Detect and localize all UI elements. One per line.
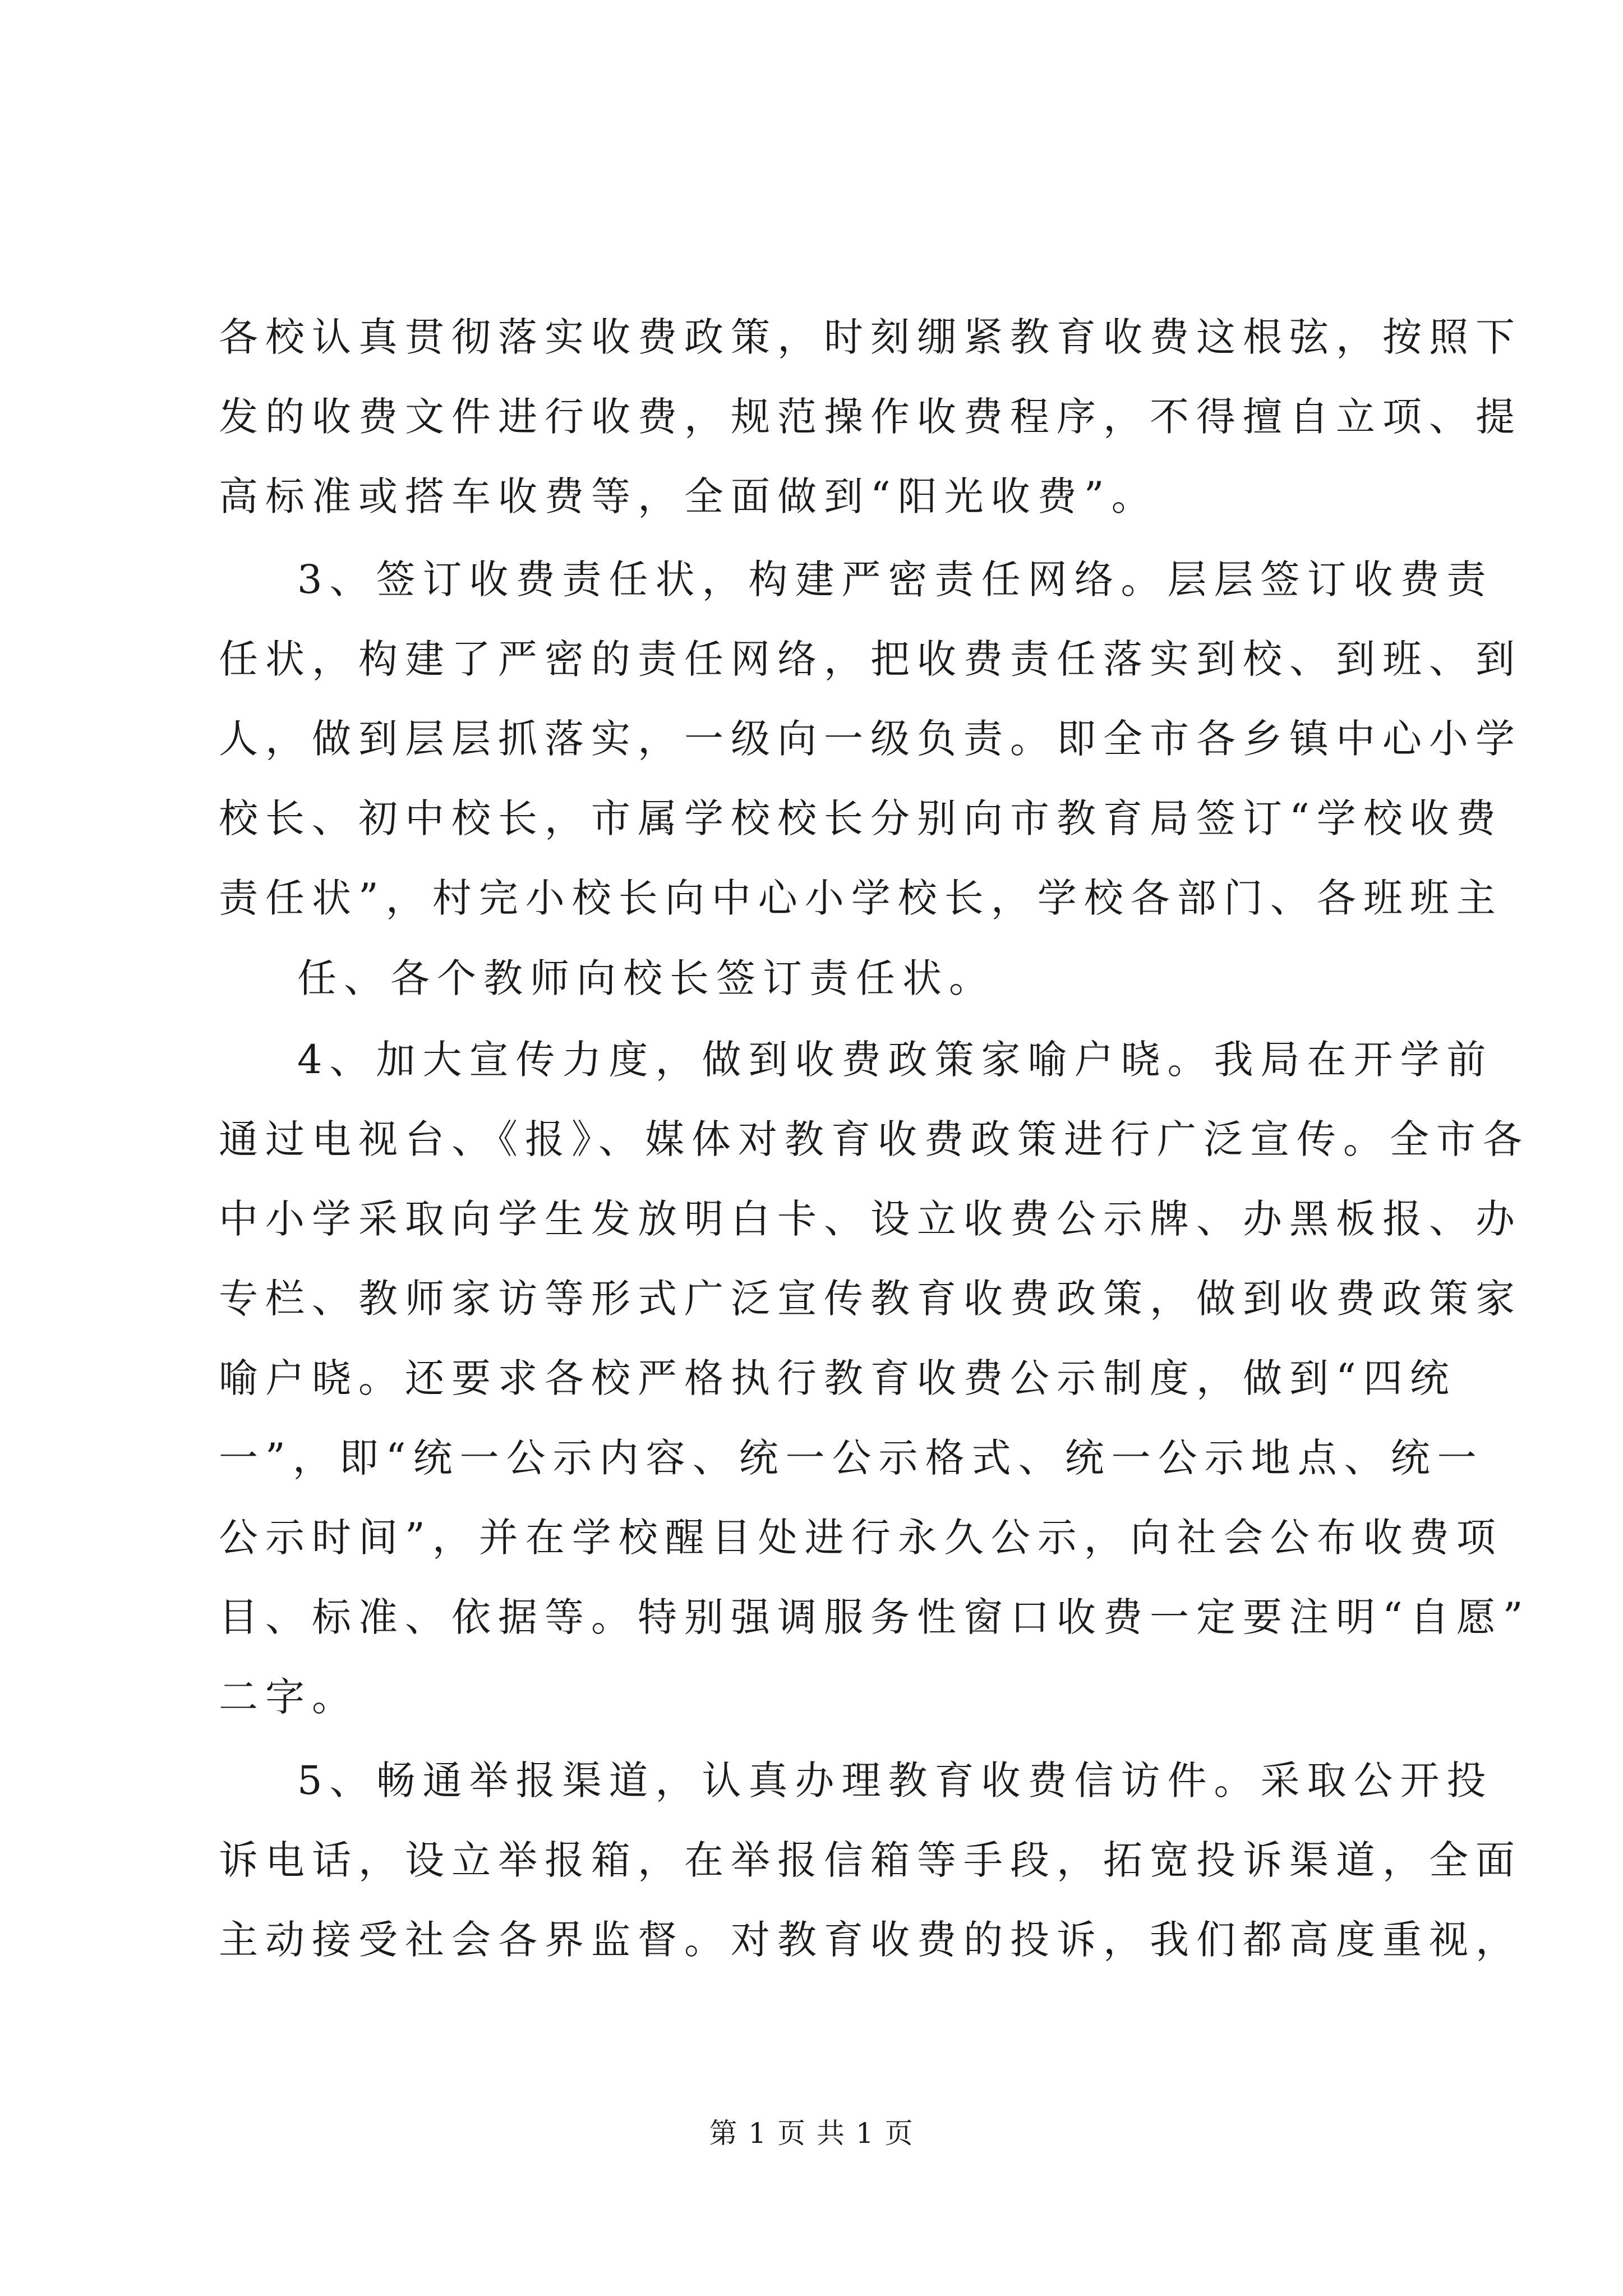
body-text-line: 任状，构建了严密的责任网络，把收费责任落实到校、到班、到 (219, 636, 1522, 682)
body-text-line: 喻户晓。还要求各校严格执行教育收费公示制度，做到“四统 (219, 1355, 1456, 1401)
body-text-line: 责任状”，村完小校长向中心小学校长，学校各部门、各班班主 (219, 875, 1503, 921)
body-text-line: 各校认真贯彻落实收费政策，时刻绷紧教育收费这根弦，按照下 (219, 314, 1522, 360)
body-text-line: 发的收费文件进行收费，规范操作收费程序，不得擅自立项、提 (219, 394, 1522, 440)
page-number-footer: 第 1 页 共 1 页 (709, 2117, 914, 2150)
paragraph-heading-line: 4、加大宣传力度，做到收费政策家喻户晓。我局在开学前 (297, 1037, 1493, 1083)
body-text-line: 任、各个教师向校长签订责任状。 (297, 955, 995, 1001)
paragraph-heading-line: 5、畅通举报渠道，认真办理教育收费信访件。采取公开投 (297, 1757, 1493, 1803)
paragraph-heading-line: 3、签订收费责任状，构建严密责任网络。层层签订收费责 (297, 556, 1493, 602)
body-text-line: 专栏、教师家访等形式广泛宣传教育收费政策，做到收费政策家 (219, 1276, 1522, 1322)
body-text-line: 一”，即“统一公示内容、统一公示格式、统一公示地点、统一 (219, 1435, 1484, 1481)
body-text-line: 诉电话，设立举报箱，在举报信箱等手段，拓宽投诉渠道，全面 (219, 1837, 1522, 1883)
body-text-line: 中小学采取向学生发放明白卡、设立收费公示牌、办黑板报、办 (219, 1196, 1522, 1242)
body-text-line: 二字。 (219, 1674, 358, 1720)
body-text-line: 主动接受社会各界监督。对教育收费的投诉，我们都高度重视， (219, 1917, 1522, 1963)
body-text-line: 公示时间”，并在学校醒目处进行永久公示，向社会公布收费项 (219, 1515, 1503, 1561)
body-text-line: 目、标准、依据等。特别强调服务性窗口收费一定要注明“自愿” (219, 1594, 1530, 1640)
body-text-line: 通过电视台、《报》、媒体对教育收费政策进行广泛宣传。全市各 (219, 1116, 1529, 1162)
body-text-line: 校长、初中校长，市属学校校长分别向市教育局签订“学校收费 (219, 795, 1503, 841)
body-text-line: 高标准或搭车收费等，全面做到“阳光收费”。 (219, 473, 1158, 519)
body-text-line: 人，做到层层抓落实，一级向一级负责。即全市各乡镇中心小学 (219, 716, 1522, 762)
